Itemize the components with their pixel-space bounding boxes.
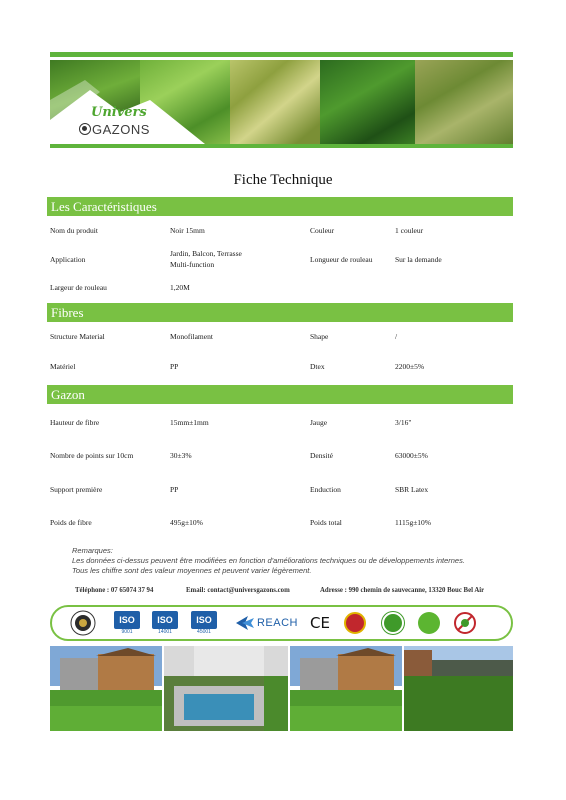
value-dtex: 2200±5%: [395, 362, 425, 371]
garden-photo-shed-2: [290, 646, 402, 731]
label-longueur: Longueur de rouleau: [310, 255, 373, 264]
logo-text-univers: Univers: [91, 105, 147, 120]
value-structure: Monofilament: [170, 332, 213, 341]
no-toxic-badge-icon: [450, 610, 480, 636]
grass-photo-4: [320, 60, 415, 148]
iso-45001-label: ISO: [191, 611, 217, 629]
label-support: Support première: [50, 485, 103, 494]
iso-9001-label: ISO: [114, 611, 140, 629]
banner-top-line: [50, 52, 513, 57]
label-hauteur: Hauteur de fibre: [50, 418, 100, 427]
label-nom-produit: Nom du produit: [50, 226, 98, 235]
remarks-line-1: Les données ci-dessus peuvent être modifiées en fonction d'améliorations techniques ou de développements internes.: [72, 556, 465, 565]
section-header-caracteristiques: Les Caractéristiques: [47, 197, 513, 216]
grass-photo-5: [415, 60, 513, 148]
brand-logo: [75, 105, 150, 145]
iso-9001-number: 9001: [121, 629, 133, 635]
pool-terrace-photo: [164, 646, 288, 731]
label-application: Application: [50, 255, 86, 264]
value-poids-fibre: 495g±10%: [170, 518, 203, 527]
iso-45001-number: 45001: [197, 629, 211, 635]
value-longueur: Sur la demande: [395, 255, 442, 264]
contact-address: Adresse : 990 chemin de sauvecanne, 13320 Bouc Bel Air: [320, 587, 485, 594]
eco-leaf-badge-icon: [378, 610, 408, 636]
iso-45001-badge: [189, 610, 219, 636]
value-jauge: 3/16": [395, 418, 412, 427]
iso-14001-label: ISO: [152, 611, 178, 629]
value-shape: /: [395, 332, 398, 341]
quality-seal-icon: [66, 610, 100, 636]
garden-photo-shed: [50, 646, 162, 731]
value-hauteur: 15mm±1mm: [170, 418, 209, 427]
label-enduction: Enduction: [310, 485, 341, 494]
label-densite: Densité: [310, 451, 333, 460]
reach-arrow-icon: [236, 615, 254, 631]
label-dtex: Dtex: [310, 362, 325, 371]
iso-14001-number: 14001: [158, 629, 172, 635]
value-nom-produit: Noir 15mm: [170, 226, 205, 235]
ce-label: CE: [310, 614, 330, 632]
label-poids-fibre: Poids de fibre: [50, 518, 92, 527]
lawn-yard-photo: [404, 646, 513, 731]
iso-14001-badge: [150, 610, 180, 636]
value-nombre-points: 30±3%: [170, 451, 192, 460]
value-application-line2: Multi-function: [170, 260, 215, 269]
remarks-title: Remarques:: [72, 546, 113, 555]
value-materiel: PP: [170, 362, 179, 371]
iso-9001-badge: [112, 610, 142, 636]
label-poids-total: Poids total: [310, 518, 342, 527]
label-jauge: Jauge: [310, 418, 328, 427]
value-application-line1: Jardin, Balcon, Terrasse: [170, 249, 242, 258]
label-structure: Structure Material: [50, 332, 105, 341]
label-nombre-points: Nombre de points sur 10cm: [50, 451, 134, 460]
reach-certification: [232, 610, 302, 636]
label-shape: Shape: [310, 332, 329, 341]
reach-label: REACH: [256, 617, 298, 629]
value-support: PP: [170, 485, 179, 494]
value-densite: 63000±5%: [395, 451, 428, 460]
section-header-fibres: Fibres: [47, 303, 513, 322]
remarks-line-2: Tous les chiffre sont des valeur moyennes et peuvent varier légèrement.: [72, 566, 312, 575]
contact-email: Email: contact@universgazons.com: [186, 587, 290, 594]
logo-text-gazons: GAZONS: [92, 122, 150, 137]
page-title: Fiche Technique: [233, 172, 333, 188]
value-couleur: 1 couleur: [395, 226, 424, 235]
value-enduction: SBR Latex: [395, 485, 429, 494]
remarks-block: [72, 546, 522, 576]
soccer-ball-icon: [79, 123, 91, 135]
label-largeur: Largeur de rouleau: [50, 283, 107, 292]
value-largeur: 1,20M: [170, 283, 190, 292]
label-couleur: Couleur: [310, 226, 335, 235]
section-header-gazon: Gazon: [47, 385, 513, 404]
ce-mark: [305, 610, 335, 636]
label-materiel: Matériel: [50, 362, 76, 371]
contact-phone: Téléphone : 07 65074 37 94: [75, 587, 154, 594]
value-poids-total: 1115g±10%: [395, 518, 432, 527]
lead-free-badge-icon: [340, 610, 370, 636]
recyclable-badge-icon: [414, 610, 444, 636]
